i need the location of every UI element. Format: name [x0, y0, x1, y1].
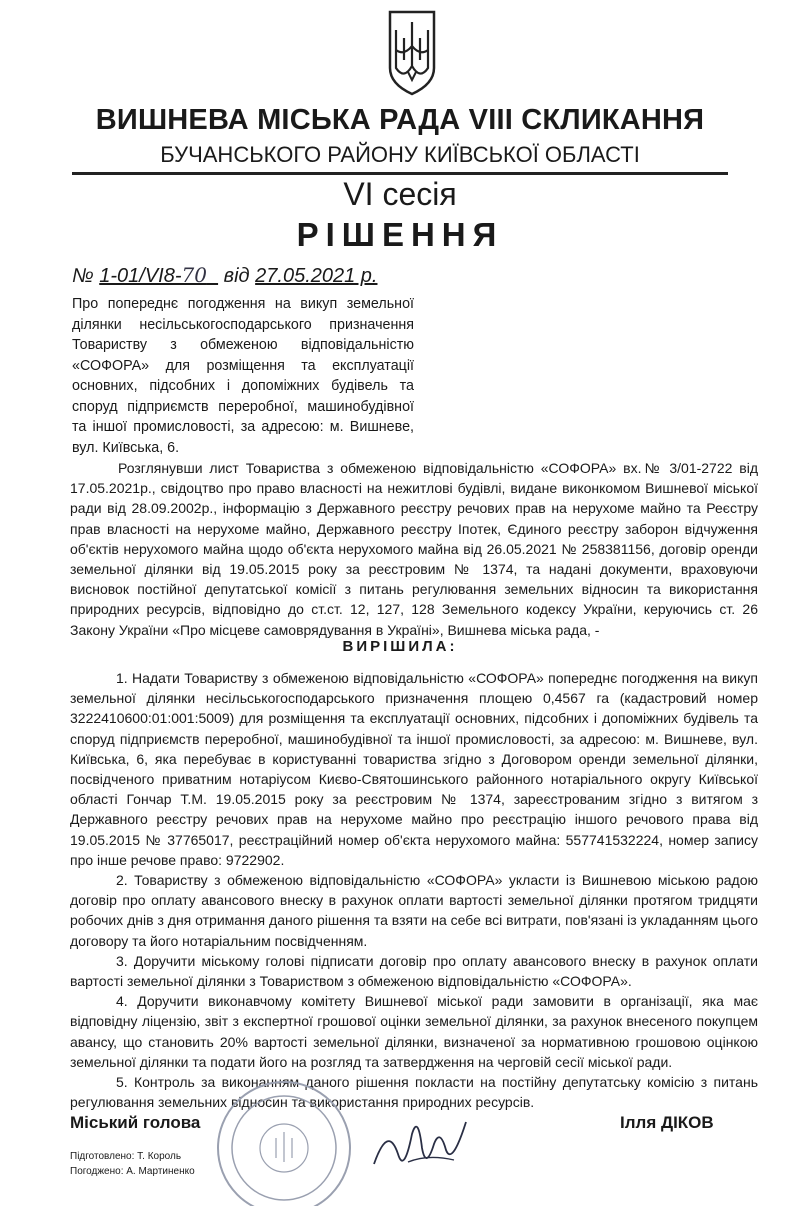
signature-name: Ілля ДІКОВ	[620, 1113, 714, 1132]
district-subtitle: БУЧАНСЬКОГО РАЙОНУ КИЇВСЬКОЇ ОБЛАСТІ	[160, 142, 640, 167]
preamble-text: Розглянувши лист Товариства з обмеженою відповідальністю «СОФОРА» вх.№ 3/01-2722 від 17.05.2021р., свідоцтво про право власності на нежитлові будівлі, видане виконкомом Вишневої міської ради від 28.09.2002р., інформацію з Державного реєстру речових прав на нерухоме майно та Реєстру прав власності на нерухоме майно, Державного реєстру Іпотек, Єдиного реєстру заборон відчуження об'єктів нерухомого майна щодо об'єкта нерухомого майна від 26.05.2021 № 258381156, договір оренди земельної ділянки від 19.05.2015 року за реєстровим № 1374, та надані документи, враховуючи висновок постійної депутатської комісії з питань регулювання земельних відносин та використання природних ресурсів, відповідно до ст.ст. 12, 127, 128 Земельного кодексу України, керуючись ст. 26 Закону України «Про місцеве самоврядування в Україні», Вишнева міська рада, -	[70, 460, 758, 638]
decision-number	[99, 265, 218, 287]
header-divider	[72, 172, 728, 175]
date-label: від	[223, 265, 250, 287]
decision-number-line	[72, 263, 377, 288]
item-2: 2. Товариству з обмеженою відповідальністю «СОФОРА» укласти із Вишневою міською радою договір про оплату авансового внеску в рахунок оплати вартості земельної ділянки протягом тридцяти робочих днів з дня отримання даного рішення та взяти на себе всі витрати, пов'язані із укладанням цього договору та його нотаріальним посвідченням.	[70, 872, 758, 949]
decision-number-prefix: 1-01/VI8-	[99, 265, 182, 287]
resolved-heading: ВИРІШИЛА:	[342, 638, 458, 655]
official-stamp-icon	[198, 1068, 368, 1206]
item-4: 4. Доручити виконавчому комітету Вишневої міської ради замовити в організації, яка має відповідну ліцензію, звіт з експертної грошової оцінки земельної ділянки, за рахунок внесеного покупцем авансу, що становить 20% вартості земельної ділянки, визначеної за нормативною грошовою оцінкою земельної ділянки та подати його на розгляд та затвердження на черговій сесії міської ради.	[70, 993, 758, 1070]
preamble-block	[70, 458, 758, 640]
item-5: 5. Контроль за виконанням даного рішення покласти на постійну депутатську комісію з питань регулювання земельних відносин та використання природних ресурсів.	[70, 1074, 758, 1111]
decision-subject: Про попереднє погодження на викуп земельної ділянки несільськогосподарського призначення Товариству з обмеженою відповідальністю «СОФОРА» для розміщення та експлуатації основних, підсобних і допоміжних будівель та споруд підприємств переробної, машинобудівної та іншої промисловості, за адресою: м. Вишневе, вул. Київська, 6.	[72, 296, 414, 456]
signature-title: Міський голова	[70, 1113, 201, 1132]
prepared-by: Підготовлено: Т. Король	[70, 1151, 182, 1162]
council-title: ВИШНЕВА МІСЬКА РАДА VIII СКЛИКАННЯ	[95, 104, 705, 136]
trident-emblem-icon	[384, 8, 440, 96]
approvals-block	[70, 1149, 195, 1179]
items-block	[70, 668, 758, 1112]
agreed-by: Погоджено: А. Мартиненко	[70, 1166, 195, 1177]
decision-number-handwritten: 70	[181, 263, 207, 287]
decision-heading: РІШЕННЯ	[296, 216, 504, 253]
item-1: 1. Надати Товариству з обмеженою відповідальністю «СОФОРА» попереднє погодження на викуп земельної ділянки несільськогосподарського призначення площею 0,4567 га (кадастровий номер 3222410600:01:001:5009) для розміщення та експлуатації основних, підсобних і допоміжних будівель та споруд підприємств переробної, машинобудівної та іншої промисловості, за адресою: м. Вишневе, вул. Київська, 6, яка перебуває в користуванні товариства згідно з Договором оренди земельної ділянки, посвідченого приватним нотаріусом Києво-Святошинського районного нотаріального округу Київської області Гончар Т.М. 19.05.2015 року за реєстровим № 1374, зареєстрованим згідно з витягом з Державного реєстру речових прав на нерухоме майно про реєстрацію іншого речового права від 19.05.2015 № 37765017, реєстраційний номер об'єкта нерухомого майна: 557741532224, номер запису про інше речове право: 9722902.	[70, 670, 758, 868]
mayor-signature-icon	[368, 1104, 478, 1184]
number-label: №	[72, 265, 94, 287]
decision-date: 27.05.2021 р.	[255, 265, 378, 287]
item-3: 3. Доручити міському голові підписати договір про оплату авансового внеску в рахунок оплати вартості земельної ділянки з Товариством з обмеженою відповідальністю «СОФОРА».	[70, 952, 758, 990]
session-title: VI сесія	[343, 176, 457, 212]
